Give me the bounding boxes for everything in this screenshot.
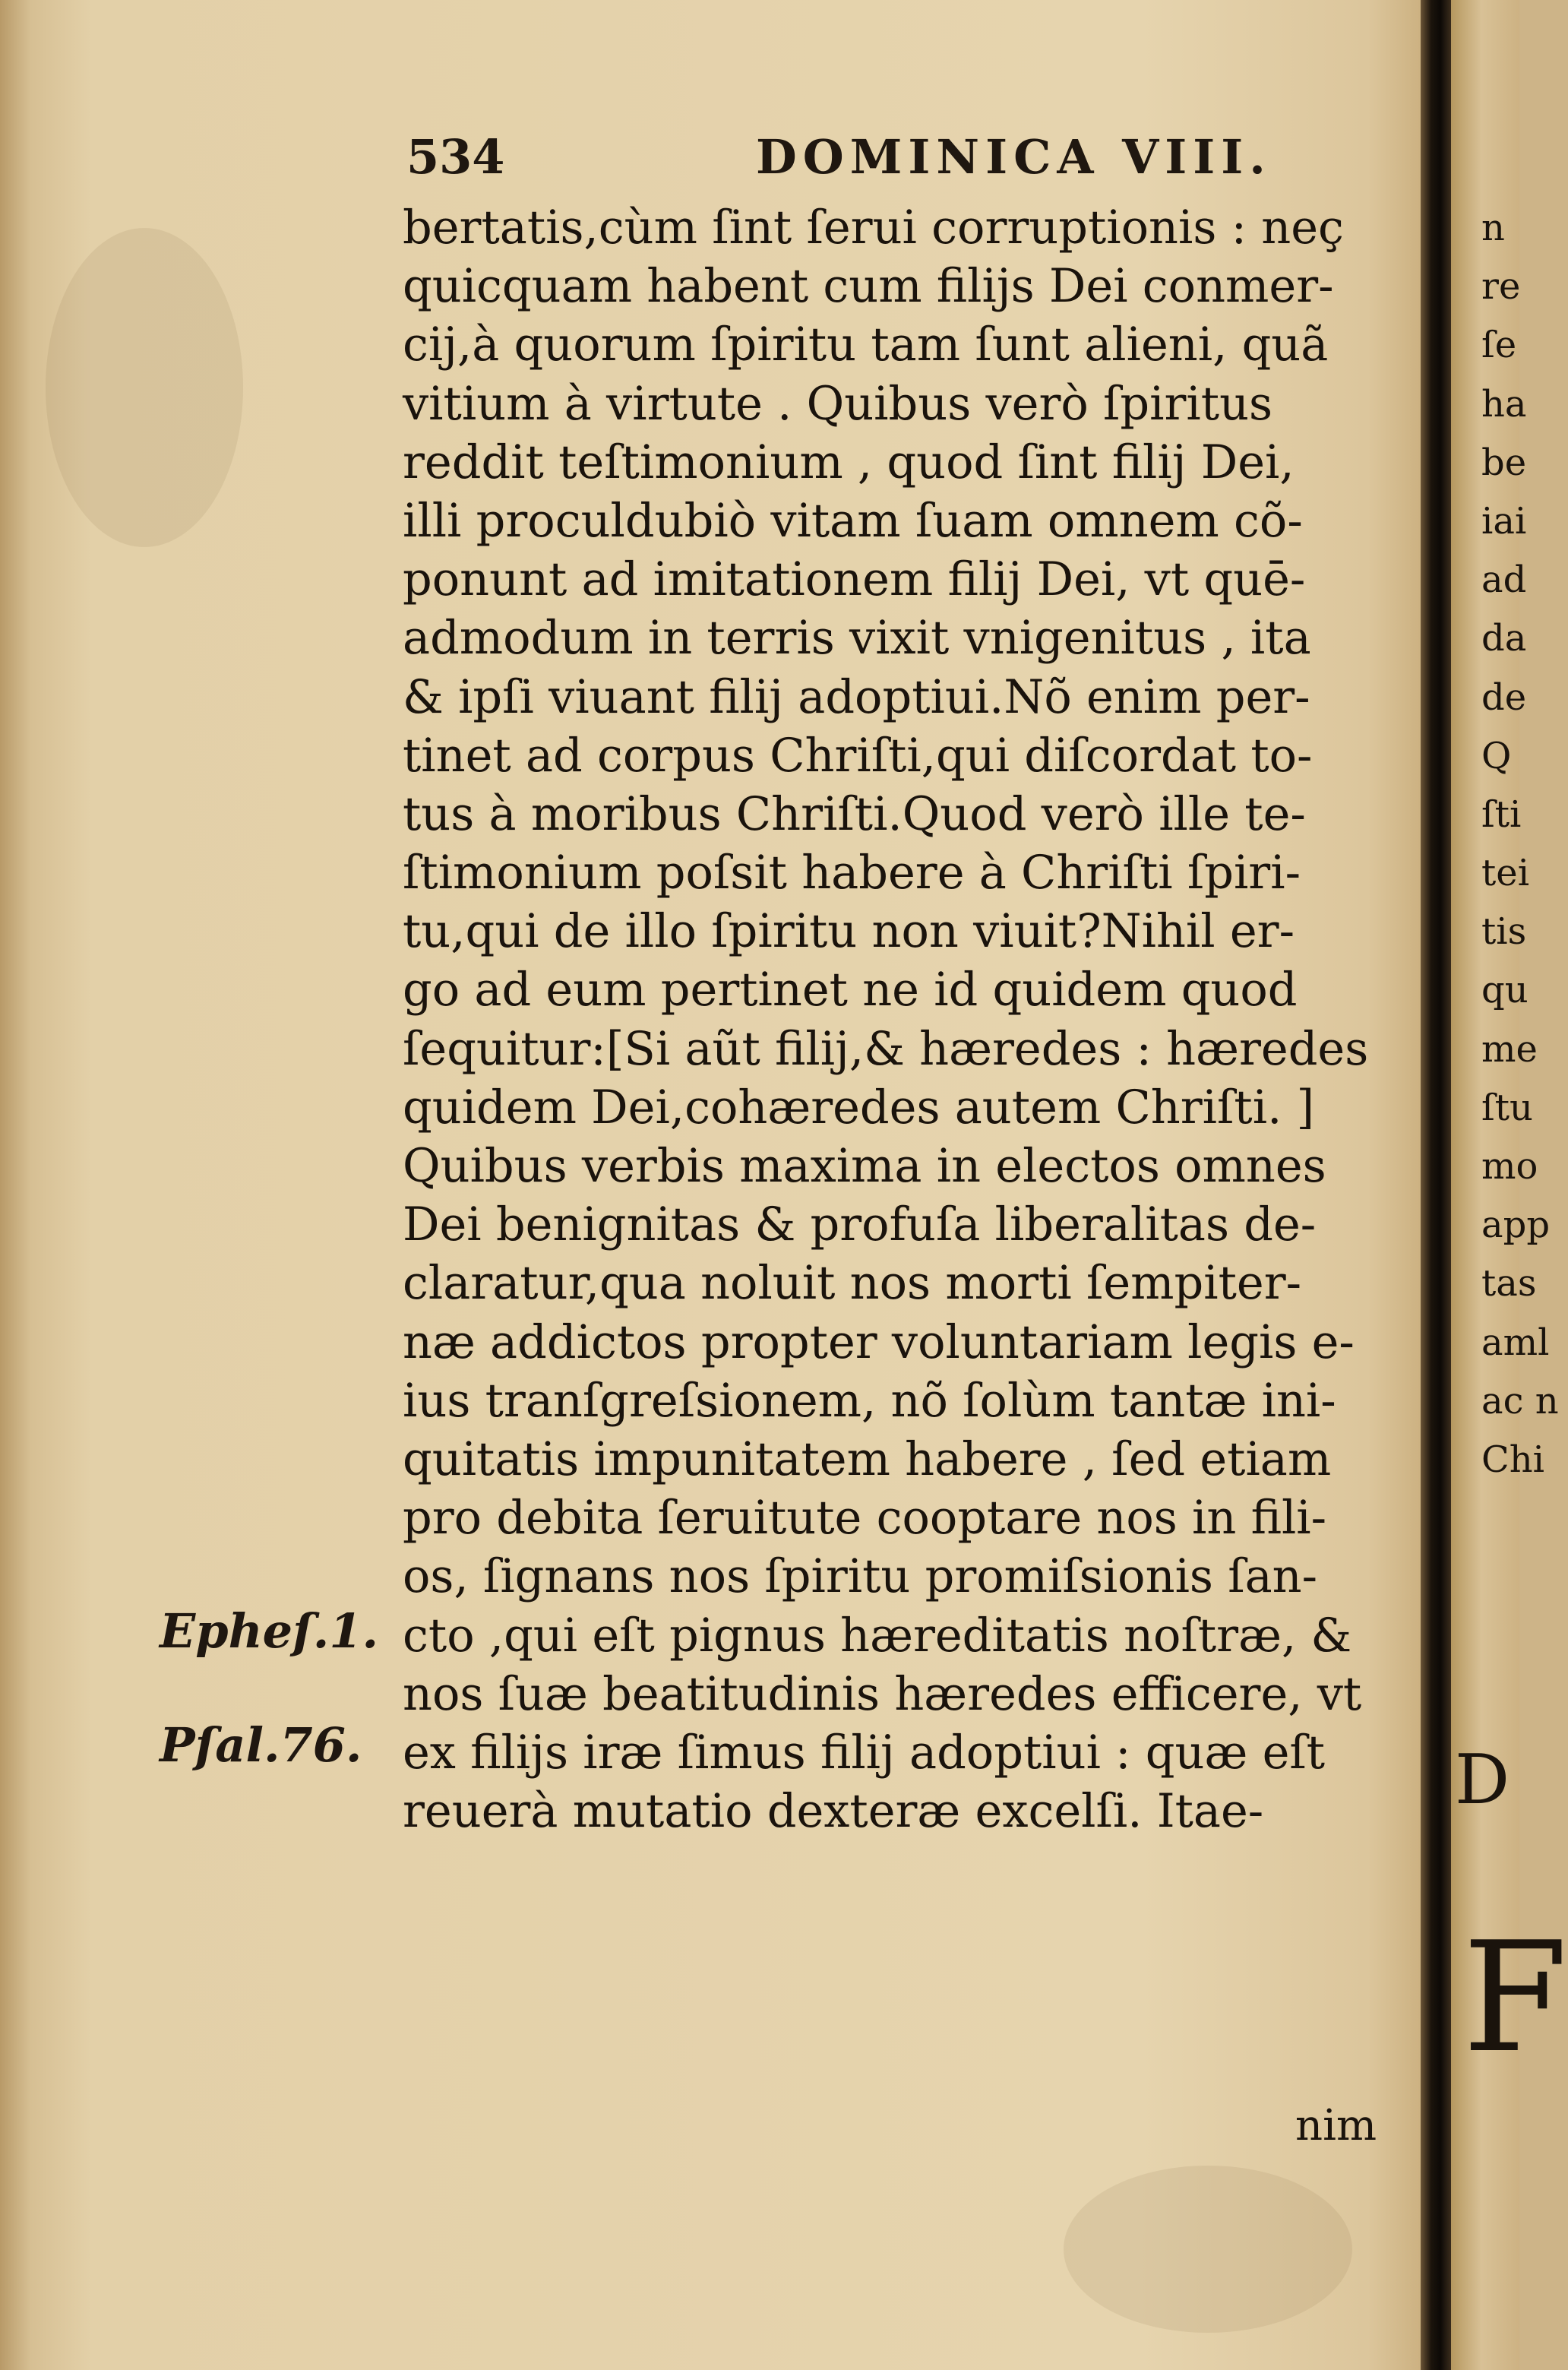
text-line: Quibus verbis maxima in electos omnes: [403, 1140, 1326, 1193]
text-line: reddit teſtimonium , quod ſint filij Dei,: [403, 435, 1295, 489]
text-line: claratur,qua noluit nos morti ſempiter-: [403, 1257, 1302, 1311]
text-line: cij,à quorum ſpiritu tam ſunt alieni, quã: [403, 318, 1329, 372]
facing-line: tei: [1481, 852, 1530, 895]
facing-line: me: [1481, 1027, 1538, 1071]
main-text-block: [403, 199, 1405, 1841]
facing-line: ha: [1481, 382, 1527, 426]
text-line: cto ,qui eſt pignus hæreditatis noſtræ, &: [403, 1609, 1352, 1663]
text-line: & ipſi viuant filij adoptiui.Nõ enim per-: [403, 670, 1310, 724]
facing-line: app: [1481, 1204, 1551, 1247]
text-line: vitium à virtute . Quibus verò ſpiritus: [403, 377, 1273, 431]
text-line: go ad eum pertinet ne id quidem quod: [403, 964, 1298, 1017]
text-line: reuerà mutatio dexteræ excelſi. Itae-: [403, 1785, 1264, 1839]
facing-line: mo: [1481, 1145, 1538, 1188]
facing-page-text: [1481, 199, 1559, 1489]
running-head: DOMINICA VIII.: [756, 129, 1272, 185]
text-line: tus à moribus Chriſti.Quod verò ille te-: [403, 787, 1306, 841]
book-gutter: [1421, 0, 1451, 2370]
text-line: quicquam habent cum filijs Dei conmer-: [403, 260, 1334, 314]
text-line: admodum in terris vixit vnigenitus , ita: [403, 612, 1311, 666]
facing-line: da: [1481, 617, 1527, 660]
page-header: [406, 129, 1402, 198]
facing-line: aml: [1481, 1321, 1550, 1364]
facing-initial-d: D: [1455, 1740, 1510, 1820]
paper-stain: [1064, 2166, 1352, 2333]
text-line: tu,qui de illo ſpiritu non viuit?Nihil er-: [403, 905, 1295, 959]
text-line: næ addictos propter voluntariam legis e-: [403, 1315, 1355, 1369]
facing-line: n: [1481, 207, 1505, 249]
facing-line: Chi: [1481, 1438, 1544, 1481]
text-line: quitatis impunitatem habere , ſed etiam: [403, 1432, 1332, 1486]
catchword: nim: [1295, 2101, 1377, 2150]
text-line: tinet ad corpus Chriſti,qui diſcordat to-: [403, 729, 1313, 783]
facing-line: iai: [1481, 499, 1527, 543]
facing-line: ſti: [1481, 793, 1522, 836]
margin-note-ephesians: Epheſ.1.: [160, 1603, 379, 1659]
facing-line: tas: [1481, 1262, 1537, 1305]
text-line: os, ſignans nos ſpiritu promiſsionis ſan-: [403, 1550, 1318, 1604]
text-line: ex filijs iræ ſimus filij adoptiui : quæ eſt: [403, 1726, 1326, 1780]
facing-line: re: [1481, 265, 1521, 309]
text-line: bertatis,cùm ſint ſerui corruptionis : neç: [403, 201, 1344, 255]
text-line: ſtimonium poſsit habere à Chriſti ſpiri-: [403, 846, 1301, 900]
text-line: nos ſuæ beatitudinis hæredes efficere, vt: [403, 1667, 1362, 1721]
facing-line: tis: [1481, 910, 1527, 954]
facing-line: ſe: [1481, 324, 1517, 367]
page-number: 534: [406, 129, 505, 185]
facing-line: qu: [1481, 969, 1528, 1012]
facing-line: ad: [1481, 558, 1527, 602]
facing-line: ſtu: [1481, 1086, 1533, 1129]
text-line: quidem Dei,cohæredes autem Chriſti. ]: [403, 1081, 1315, 1134]
text-line: illi proculdubiò vitam ſuam omnem cõ-: [403, 494, 1303, 548]
text-line: ſequitur:[Si aũt filij,& hæredes : hæredes: [403, 1022, 1369, 1076]
text-line: pro debita ſeruitute cooptare nos in fili-: [403, 1492, 1327, 1546]
text-line: Dei benignitas & profuſa liberalitas de-: [403, 1198, 1317, 1252]
facing-line: be: [1481, 441, 1527, 484]
facing-initial-f: F: [1462, 1910, 1568, 2087]
facing-line: ac n: [1481, 1379, 1559, 1422]
facing-line: de: [1481, 676, 1527, 719]
facing-line: Q: [1481, 734, 1512, 777]
margin-note-psalm: Pſal.76.: [160, 1717, 362, 1773]
paper-stain: [46, 228, 243, 547]
text-line: ius tranſgreſsionem, nõ ſolùm tantæ ini-: [403, 1374, 1336, 1428]
text-line: ponunt ad imitationem filij Dei, vt quē-: [403, 553, 1306, 607]
